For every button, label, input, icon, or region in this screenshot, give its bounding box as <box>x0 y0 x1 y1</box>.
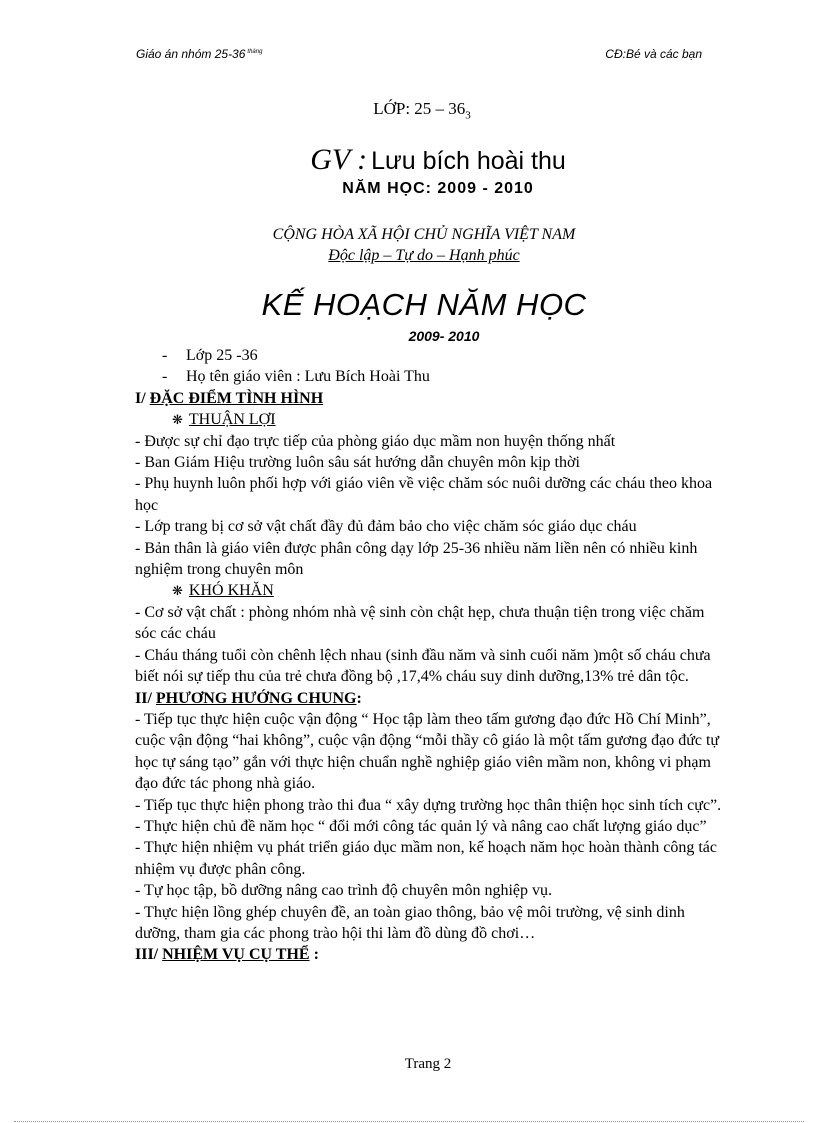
direction-item: - Tiếp tục thực hiện cuộc vận động “ Học tập làm theo tấm gương đạo đức Hồ Chí Minh”, cuộc vận động “hai không”, cuộc vận động “mỗi thầy cô giáo là một tấm gương đạo đức tự học tự sáng tạo” gắn với thực hiện chuẩn nghề nghiệp giáo viên mầm non, không vi phạm đạo đức tác phong nhà giáo. <box>135 710 720 793</box>
header-right: CĐ:Bé và các bạn <box>605 47 702 61</box>
info-class-text: Lớp 25 -36 <box>186 347 258 364</box>
advantage-item: - Được sự chỉ đạo trực tiếp của phòng giáo dục mầm non huyện thống nhất <box>135 432 616 450</box>
document-body <box>135 345 725 966</box>
section-1-title: ĐẶC ĐIỂM TÌNH HÌNH <box>149 389 324 407</box>
advantage-item: - Phụ huynh luôn phối hợp với giáo viên về việc chăm sóc nuôi dưỡng các cháu theo khoa học <box>135 475 713 514</box>
advantage-item: - Lớp trang bị cơ sở vật chất đầy đủ đảm bảo cho việc chăm sóc giáo dục cháu <box>135 518 637 536</box>
direction-item: - Tự học tập, bồ dưỡng nâng cao trình độ chuyên môn nghiệp vụ. <box>135 882 552 900</box>
info-teacher-text: Họ tên giáo viên : Lưu Bích Hoài Thu <box>186 368 430 386</box>
teacher-line <box>0 143 816 177</box>
national-motto: Độc lập – Tự do – Hạnh phúc <box>328 247 520 264</box>
plan-title: KẾ HOẠCH NĂM HỌC <box>261 287 587 322</box>
school-year: NĂM HỌC: 2009 - 2010 <box>342 180 534 197</box>
info-class <box>135 345 725 366</box>
gv-mark: GV : <box>310 143 368 176</box>
advantages-heading <box>135 409 725 430</box>
republic-title: CỘNG HÒA XÃ HỘI CHỦ NGHĨA VIỆT NAM <box>272 226 576 243</box>
info-teacher-dash: - <box>162 368 168 386</box>
direction-item: - Thực hiện nhiệm vụ phát triển giáo dục mầm non, kế hoạch năm học hoàn thành công tác nhiệm vụ được phân công. <box>135 839 717 878</box>
section-1-heading <box>135 388 725 409</box>
class-prefix: LỚP: 25 – 36 <box>373 99 466 118</box>
advantage-item: - Ban Giám Hiệu trường luôn sâu sát hướng dẫn chuyên môn kịp thời <box>135 454 580 472</box>
info-teacher <box>135 366 725 387</box>
section-2-num: II/ <box>135 689 152 707</box>
header-left-text: Giáo án nhóm 25-36 <box>136 47 246 61</box>
info-class-dash: - <box>162 347 168 364</box>
direction-item: - Thực hiện chủ đề năm học “ đổi mới công tác quản lý và nâng cao chất lượng giáo dục” <box>135 817 707 835</box>
direction-item: - Thực hiện lồng ghép chuyên đề, an toàn giao thông, bảo vệ môi trường, vệ sinh dinh dưỡng, tham gia các phong trào hội thi làm đồ dùng đồ chơi… <box>135 903 685 942</box>
advantage-item: - Bản thân là giáo viên được phân công dạy lớp 25-36 nhiều năm liền nên có nhiều kinh nghiệm trong chuyên môn <box>135 539 698 579</box>
asterism-icon: ❋ <box>172 583 183 599</box>
section-3-num: III/ <box>135 946 159 964</box>
plan-year: 2009- 2010 <box>408 328 480 344</box>
difficulty-item: - Cơ sở vật chất : phòng nhóm nhà vệ sinh còn chật hẹp, chưa thuận tiện trong việc chăm sóc các cháu <box>135 603 705 643</box>
teacher-name: Lưu bích hoài thu <box>371 147 566 175</box>
class-line <box>0 99 816 121</box>
section-2-title: PHƯƠNG HƯỚNG CHUNG <box>155 689 357 707</box>
advantages-label: THUẬN LỢI <box>188 411 276 429</box>
header-left-sup: tháng <box>247 49 263 55</box>
difficulties-heading <box>135 580 725 601</box>
asterism-icon: ❋ <box>172 412 183 428</box>
section-1-num: I/ <box>135 389 146 407</box>
section-3-title: NHIỆM VỤ CỤ THỂ <box>162 946 310 964</box>
header-left <box>136 47 262 61</box>
class-subscript: 3 <box>465 109 471 122</box>
section-3-heading <box>135 944 725 965</box>
page-bottom-border <box>14 1121 804 1122</box>
section-2-colon: : <box>356 689 362 707</box>
difficulty-item: - Cháu tháng tuổi còn chênh lệch nhau (sinh đầu năm và sinh cuối năm )một số cháu chưa biết nói sự tiếp thu của trẻ chưa đồng bộ ,17,4% cháu suy dinh dưỡng,13% trẻ dân tộc. <box>135 646 711 686</box>
difficulties-label: KHÓ KHĂN <box>188 582 274 600</box>
direction-item: - Tiếp tục thực hiện phong trào thi đua “ xây dựng trường học thân thiện học sinh tích cực”. <box>135 796 722 814</box>
section-2-heading <box>135 688 725 709</box>
page-number: Trang 2 <box>404 1056 452 1072</box>
section-3-colon: : <box>309 946 319 964</box>
